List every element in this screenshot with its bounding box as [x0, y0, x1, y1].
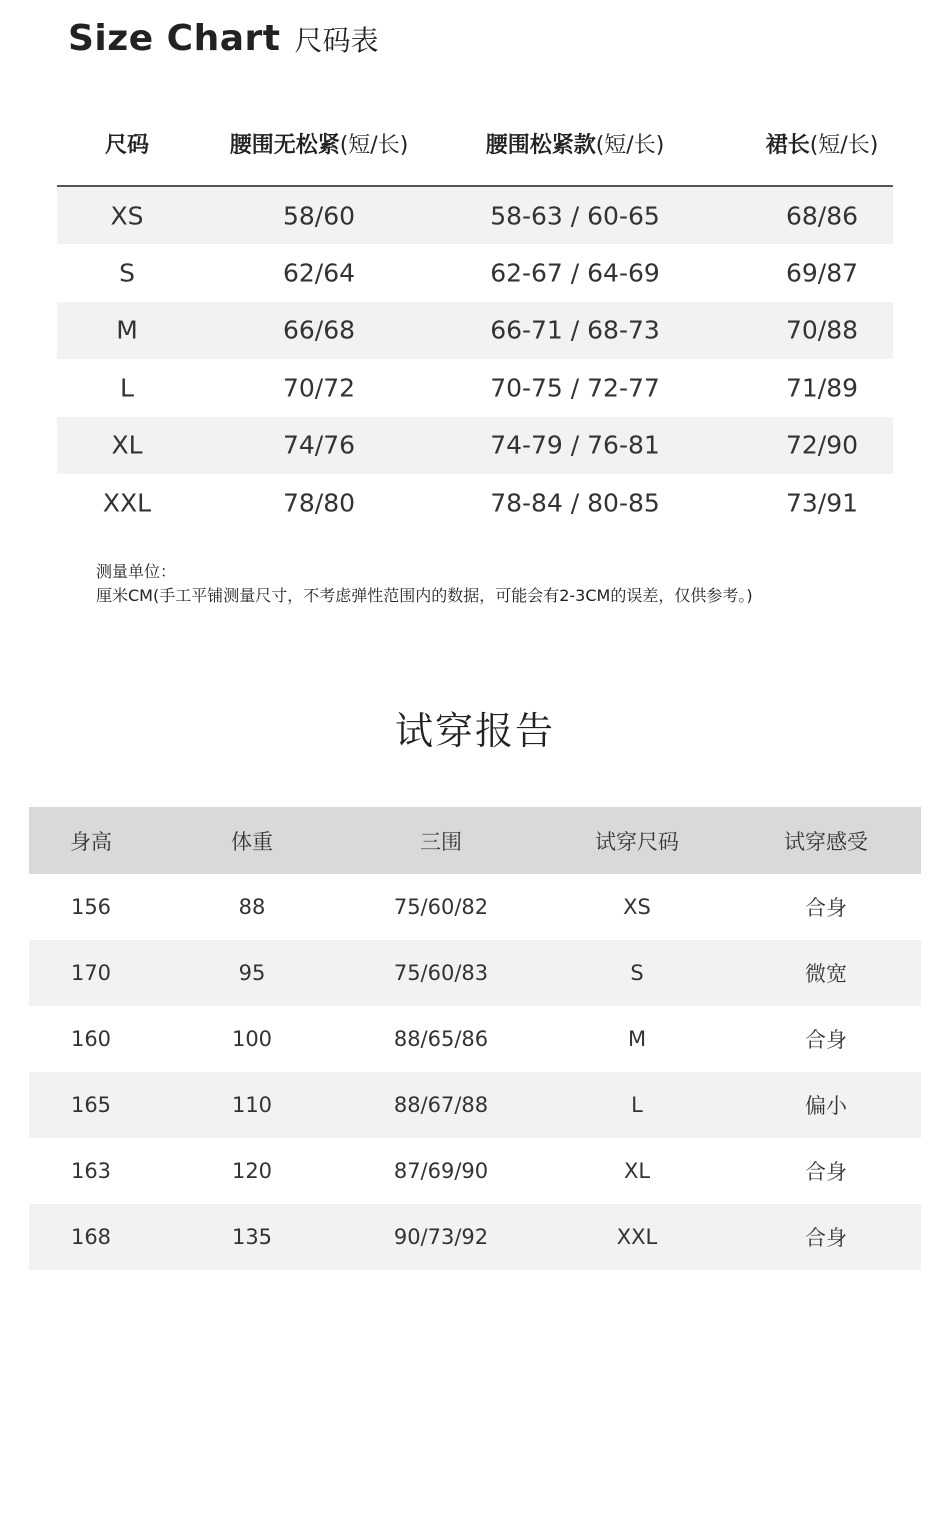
waist-elastic-cell: 66-71 / 68-73 — [490, 315, 660, 345]
try-on-row — [29, 940, 921, 1006]
height-cell: 156 — [70, 895, 112, 919]
page-title — [68, 18, 379, 68]
waist-elastic-cell: 70-75 / 72-77 — [490, 373, 660, 403]
skirt-length-cell: 69/87 — [785, 258, 859, 288]
header-waist-elastic: 腰围松紧款(短/长) — [485, 133, 665, 158]
skirt-length-cell: 68/86 — [785, 201, 859, 231]
height-cell: 160 — [70, 1027, 112, 1051]
try-on-row — [29, 874, 921, 940]
skirt-length-cell: 70/88 — [785, 315, 859, 345]
measurement-note — [96, 560, 753, 608]
waist-non-elastic-cell: 78/80 — [282, 488, 356, 518]
size-cell: M — [116, 315, 138, 345]
size-cell: XS — [110, 201, 144, 231]
size-row — [57, 244, 893, 301]
height-cell: 163 — [70, 1159, 112, 1183]
tried-size-cell: S — [630, 961, 644, 985]
skirt-length-cell: 71/89 — [785, 373, 859, 403]
waist-non-elastic-cell: 62/64 — [282, 258, 356, 288]
header-size: 尺码 — [104, 133, 150, 158]
header-skirt-length: 裙长(短/长) — [765, 133, 879, 158]
header-waist-non-elastic: 腰围无松紧(短/长) — [229, 133, 409, 158]
weight-cell: 95 — [238, 961, 266, 985]
weight-cell: 88 — [238, 895, 266, 919]
fit-feeling-cell: 合身 — [805, 1226, 847, 1250]
weight-cell: 135 — [231, 1225, 273, 1249]
size-cell: XL — [111, 430, 143, 460]
note-unit-label: 测量单位： — [96, 562, 177, 581]
title-english: Size Chart — [68, 18, 281, 59]
size-row — [57, 359, 893, 416]
header-tried-size: 试穿尺码 — [595, 829, 679, 854]
size-row — [57, 417, 893, 474]
waist-elastic-cell: 62-67 / 64-69 — [490, 258, 660, 288]
tried-size-cell: XS — [623, 895, 651, 919]
measurements-cell: 87/69/90 — [393, 1159, 489, 1183]
tried-size-cell: L — [631, 1093, 643, 1117]
weight-cell: 100 — [231, 1027, 273, 1051]
try-on-report-table — [29, 807, 921, 1270]
waist-non-elastic-cell: 58/60 — [282, 201, 356, 231]
size-row — [57, 187, 893, 244]
try-on-row — [29, 1138, 921, 1204]
fit-feeling-cell: 合身 — [805, 1028, 847, 1052]
measurements-cell: 75/60/82 — [393, 895, 489, 919]
fit-feeling-cell: 偏小 — [805, 1094, 847, 1118]
height-cell: 165 — [70, 1093, 112, 1117]
try-on-row — [29, 1072, 921, 1138]
fit-feeling-cell: 合身 — [805, 1160, 847, 1184]
fit-feeling-cell: 微宽 — [805, 962, 847, 986]
tried-size-cell: XL — [623, 1159, 651, 1183]
waist-elastic-cell: 58-63 / 60-65 — [490, 201, 660, 231]
waist-non-elastic-cell: 66/68 — [282, 315, 356, 345]
waist-elastic-cell: 74-79 / 76-81 — [490, 430, 660, 460]
measurements-cell: 90/73/92 — [393, 1225, 489, 1249]
fit-feeling-cell: 合身 — [805, 896, 847, 920]
size-cell: XXL — [102, 488, 152, 518]
skirt-length-cell: 73/91 — [785, 488, 859, 518]
title-chinese: 尺码表 — [294, 24, 379, 57]
height-cell: 170 — [70, 961, 112, 985]
weight-cell: 120 — [231, 1159, 273, 1183]
height-cell: 168 — [70, 1225, 112, 1249]
header-measurements: 三围 — [420, 829, 462, 854]
size-row — [57, 302, 893, 359]
measurements-cell: 75/60/83 — [393, 961, 489, 985]
size-row — [57, 474, 893, 531]
waist-non-elastic-cell: 70/72 — [282, 373, 356, 403]
size-chart-header — [57, 110, 893, 187]
report-title: 试穿报告 — [394, 709, 555, 753]
header-weight: 体重 — [231, 829, 273, 854]
note-disclaimer: 厘米CM(手工平铺测量尺寸，不考虑弹性范围内的数据，可能会有2-3CM的误差，仅供参考。) — [96, 586, 753, 605]
skirt-length-cell: 72/90 — [785, 430, 859, 460]
try-on-row — [29, 1006, 921, 1072]
size-chart-table — [57, 110, 893, 531]
try-on-row — [29, 1204, 921, 1270]
header-height: 身高 — [70, 829, 112, 854]
tried-size-cell: M — [627, 1027, 647, 1051]
tried-size-cell: XXL — [616, 1225, 658, 1249]
measurements-cell: 88/65/86 — [393, 1027, 489, 1051]
size-cell: L — [120, 373, 134, 403]
measurements-cell: 88/67/88 — [393, 1093, 489, 1117]
waist-non-elastic-cell: 74/76 — [282, 430, 356, 460]
weight-cell: 110 — [231, 1093, 273, 1117]
try-on-header — [29, 807, 921, 874]
size-cell: S — [119, 258, 135, 288]
waist-elastic-cell: 78-84 / 80-85 — [490, 488, 660, 518]
header-fit-feeling: 试穿感受 — [784, 829, 868, 854]
